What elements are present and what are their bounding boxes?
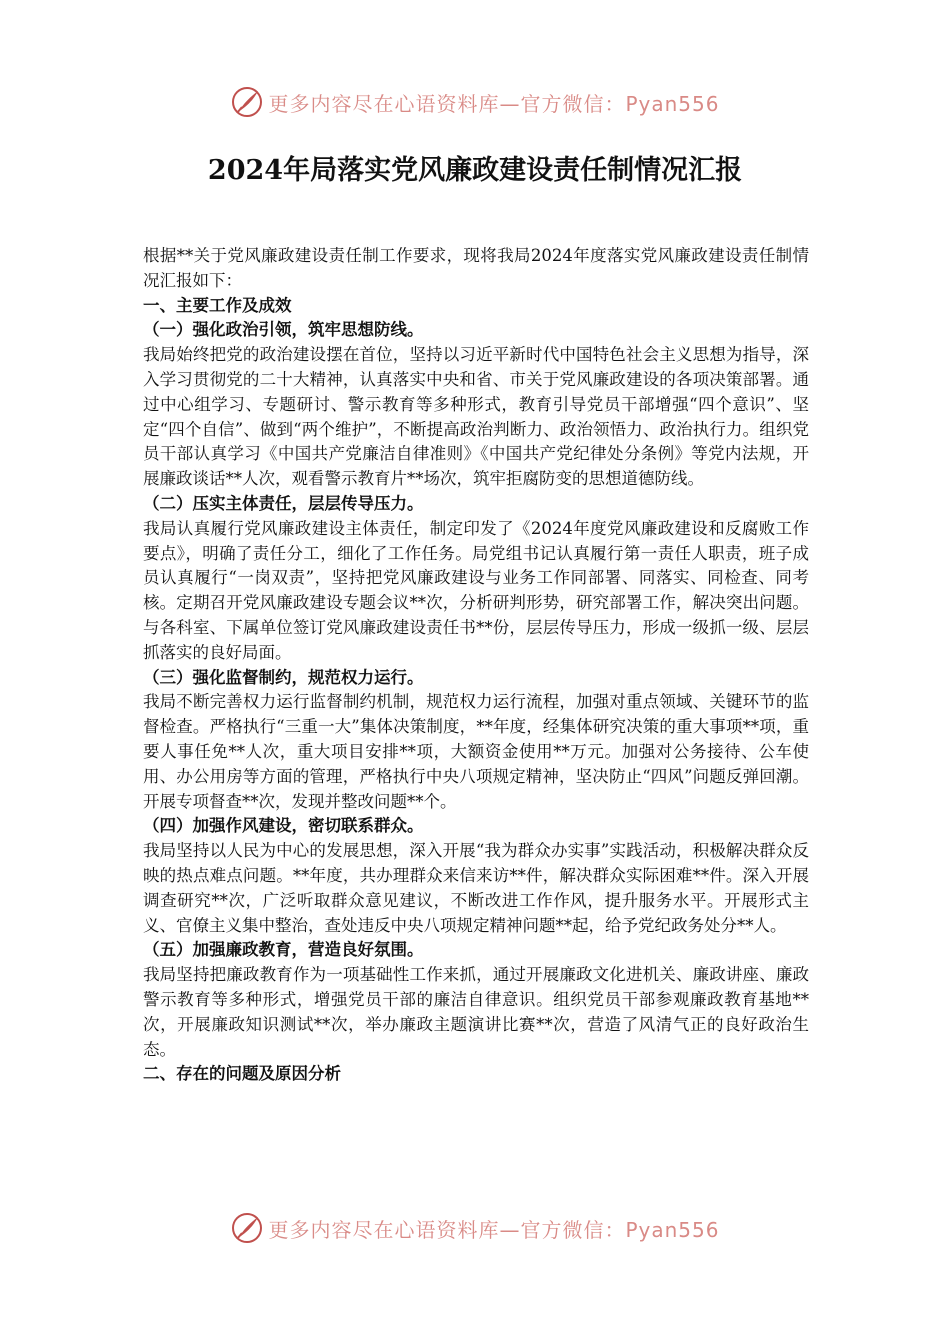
paragraph: 我局始终把党的政治建设摆在首位，坚持以习近平新时代中国特色社会主义思想为指导，深入学习贯彻党的二十大精神，认真落实中央和省、市关于党风廉政建设的各项决策部署。通过中心组学习、专题研讨、警示教育等多种形式，教育引导党员干部增强“四个意识”、坚定“四个自信”、做到“两个维护”，不断提高政治判断力、政治领悟力、政治执行力。组织党员干部认真学习《中国共产党廉洁自律准则》《中国共产党纪律处分条例》等党内法规，开展廉政谈话**人次，观看警示教育片**场次，筑牢拒腐防变的思想道德防线。 bbox=[143, 345, 809, 489]
paragraph: 我局认真履行党风廉政建设主体责任，制定印发了《2024年度党风廉政建设和反腐败工作要点》，明确了责任分工，细化了工作任务。局党组书记认真履行第一责任人职责，班子成员认真履行“一岗双责”，坚持把党风廉政建设与业务工作同部署、同落实、同检查、同考核。定期召开党风廉政建设专题会议**次，分析研判形势，研究部署工作，解决突出问题。与各科室、下属单位签订党风廉政建设责任书**份，层层传导压力，形成一级抓一级、层层抓落实的良好局面。 bbox=[143, 518, 809, 662]
paragraph: 我局坚持把廉政教育作为一项基础性工作来抓，通过开展廉政文化进机关、廉政讲座、廉政警示教育等多种形式，增强党员干部的廉洁自律意识。组织党员干部参观廉政教育基地**次，开展廉政知识测试**次，举办廉政主题演讲比赛**次，营造了风清气正的良好政治生态。 bbox=[143, 965, 809, 1059]
watermark-text: 更多内容尽在心语资料库—官方微信：Pyan556 bbox=[268, 1217, 720, 1242]
subsection-heading: （一）强化政治引领，筑牢思想防线。 bbox=[143, 320, 424, 340]
quill-logo-icon bbox=[230, 85, 264, 119]
section-heading: 一、主要工作及成效 bbox=[143, 295, 292, 315]
document-title: 2024年局落实党风廉政建设责任制情况汇报 bbox=[207, 155, 743, 186]
paragraph: 根据**关于党风廉政建设责任制工作要求，现将我局2024年度落实党风廉政建设责任制情况汇报如下： bbox=[143, 246, 809, 290]
watermark-text: 更多内容尽在心语资料库—官方微信：Pyan556 bbox=[268, 91, 720, 116]
subsection-heading: （四）加强作风建设，密切联系群众。 bbox=[143, 816, 424, 836]
footer-watermark-banner bbox=[0, 1208, 950, 1248]
quill-logo-icon bbox=[230, 1211, 264, 1245]
header-watermark-banner bbox=[0, 82, 950, 122]
subsection-heading: （二）压实主体责任，层层传导压力。 bbox=[143, 493, 424, 513]
subsection-heading: （五）加强廉政教育，营造良好氛围。 bbox=[143, 940, 424, 960]
paragraph: 我局不断完善权力运行监督制约机制，规范权力运行流程，加强对重点领域、关键环节的监督检查。严格执行“三重一大”集体决策制度，**年度，经集体研究决策的重大事项**项，重要人事任免**人次，重大项目安排**项，大额资金使用**万元。加强对公务接待、公车使用、办公用房等方面的管理，严格执行中央八项规定精神，坚决防止“四风”问题反弹回潮。开展专项督查**次，发现并整改问题**个。 bbox=[143, 692, 809, 811]
document-body bbox=[143, 244, 809, 1087]
section-heading: 二、存在的问题及原因分析 bbox=[143, 1064, 341, 1084]
paragraph: 我局坚持以人民为中心的发展思想，深入开展“我为群众办实事”实践活动，积极解决群众反映的热点难点问题。**年度，共办理群众来信来访**件，解决群众实际困难**件。深入开展调查研究**次，广泛听取群众意见建议，不断改进工作作风，提升服务水平。开展形式主义、官僚主义集中整治，查处违反中央八项规定精神问题**起，给予党纪政务处分**人。 bbox=[143, 841, 809, 935]
subsection-heading: （三）强化监督制约，规范权力运行。 bbox=[143, 667, 424, 687]
